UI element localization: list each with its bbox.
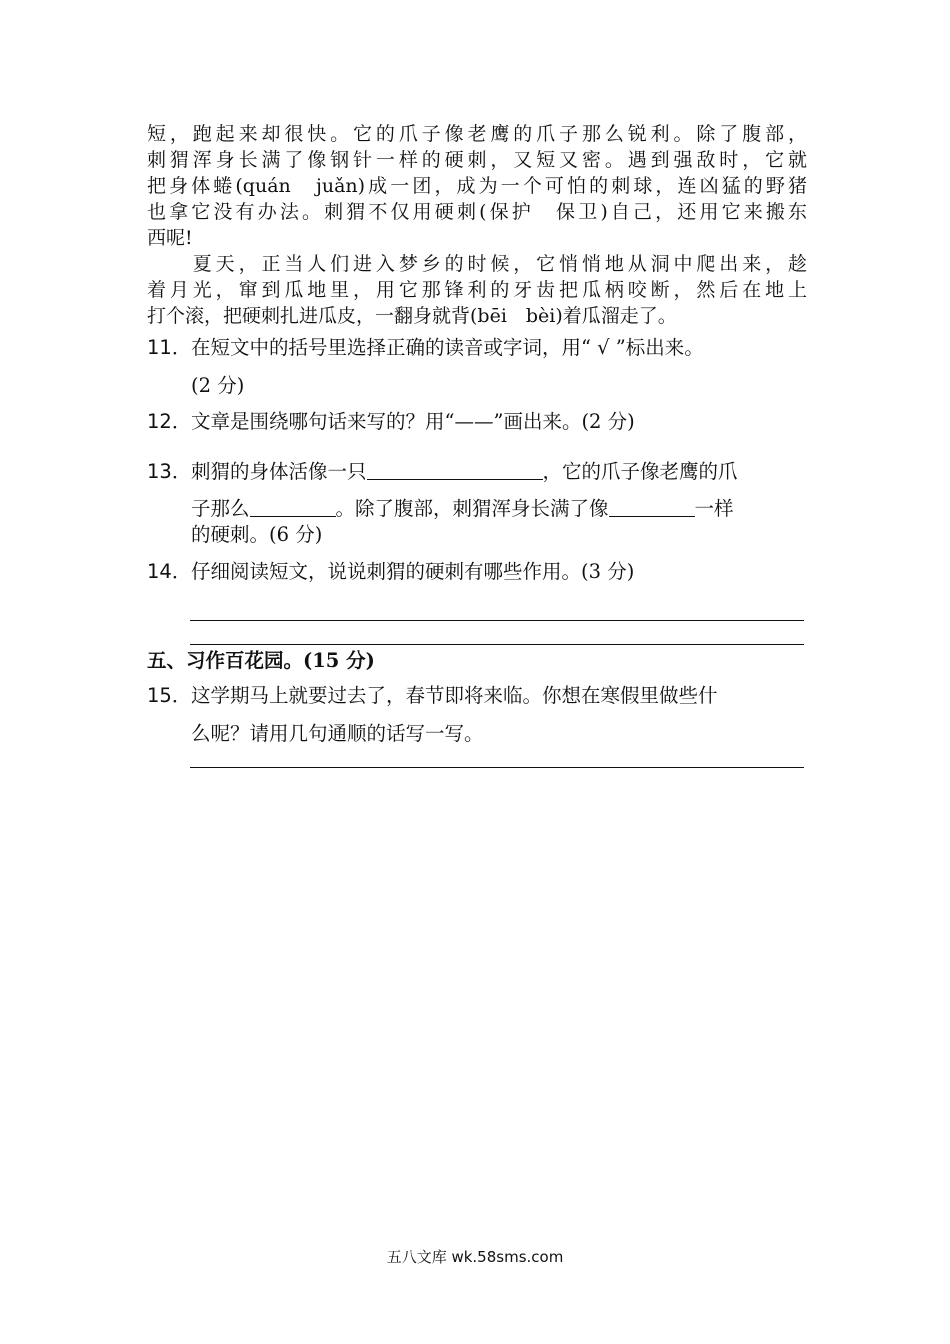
question-text: 刺猬的身体活像一只 [191, 460, 367, 483]
footer-watermark: 五八文库 wk.58sms.com [386, 1248, 564, 1266]
question-text: 文章是围绕哪句话来写的？用“——”画出来。(2 分) [191, 410, 635, 433]
question-text: ，它的爪子像老鹰的爪 [542, 460, 738, 483]
passage-line: 西呢! [147, 227, 193, 249]
question-number: 15． [147, 684, 192, 707]
question-text: 的硬刺。(6 分) [191, 523, 323, 546]
passage-line: 着月光，窜到瓜地里，用它那锋利的牙齿把瓜柄咬断，然后在地上 [147, 279, 807, 301]
section-heading: 五、习作百花园。(15 分) [147, 649, 375, 672]
answer-blank[interactable] [367, 459, 543, 480]
passage-line: 把身体蜷(quán juǎn)成一团，成为一个可怕的刺球，连凶猛的野猪 [147, 175, 807, 197]
answer-line[interactable] [190, 767, 804, 768]
passage-line: 刺猬浑身长满了像钢针一样的硬刺，又短又密。遇到强敌时，它就 [147, 149, 807, 171]
answer-line[interactable] [190, 620, 804, 621]
answer-blank[interactable] [250, 496, 336, 517]
question-text: 子那么 [191, 497, 250, 520]
question-text: 一样 [694, 497, 734, 520]
passage-line: 短，跑起来却很快。它的爪子像老鹰的爪子那么锐利。除了腹部， [147, 123, 807, 145]
question-text: 么呢？请用几句通顺的话写一写。 [191, 722, 484, 745]
passage-line: 打个滚，把硬刺扎进瓜皮，一翻身就背(bēi bèi)着瓜溜走了。 [147, 305, 677, 327]
passage-line: 也拿它没有办法。刺猬不仅用硬刺(保护 保卫)自己，还用它来搬东 [147, 201, 807, 223]
question-number: 11． [147, 336, 192, 359]
answer-line[interactable] [190, 644, 804, 645]
question-text: 。除了腹部，刺猬浑身长满了像 [335, 497, 609, 520]
question-text: 在短文中的括号里选择正确的读音或字词，用“ √ ”标出来。 [191, 336, 704, 359]
answer-blank[interactable] [609, 496, 695, 517]
question-text: 仔细阅读短文，说说刺猬的硬刺有哪些作用。(3 分) [191, 560, 635, 583]
question-points: (2 分) [191, 374, 245, 397]
question-number: 13． [147, 460, 192, 483]
passage-line: 夏天，正当人们进入梦乡的时候，它悄悄地从洞中爬出来，趁 [147, 253, 807, 275]
question-text: 这学期马上就要过去了，春节即将来临。你想在寒假里做些什 [191, 684, 718, 707]
question-number: 12． [147, 410, 192, 433]
question-number: 14． [147, 560, 192, 583]
